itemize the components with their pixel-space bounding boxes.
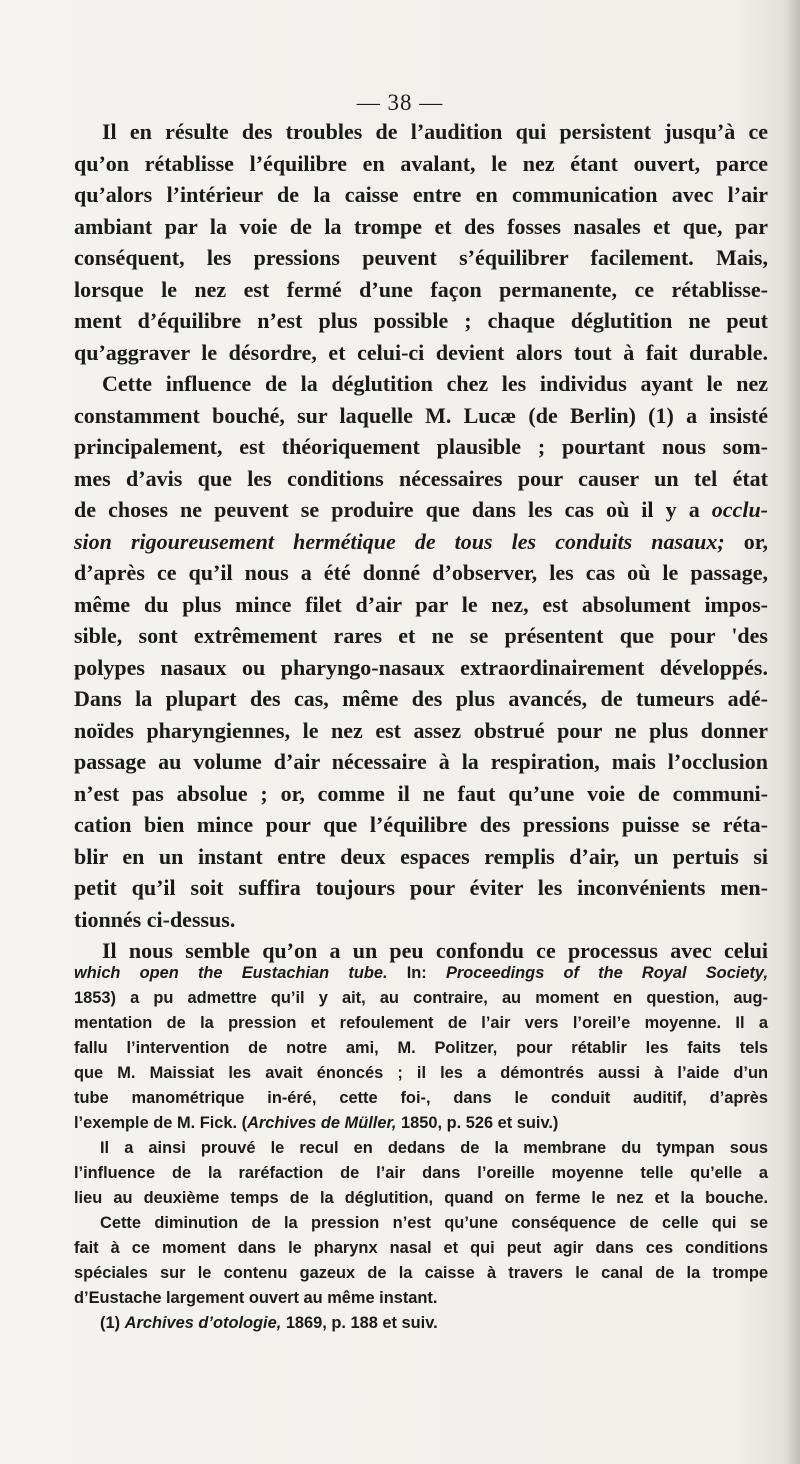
footnotes-block [74,961,768,1336]
body-line: d’après ce qu’il nous a été donné d’observer, les cas où le passage, [74,560,768,585]
body-line-text: or, [743,528,769,554]
body-line-text: de choses ne peuvent se produire que dans les cas où il y a [74,497,700,522]
note-line: Cette diminution de la pression n’est qu’une conséquence de celle qui se [100,1214,768,1232]
note-line: lieu au deuxième temps de la déglutition, quand on ferme le nez et la bouche. [74,1189,768,1207]
note-line [74,1111,768,1136]
note-text: l’exemple de M. Fick. ( [74,1114,248,1132]
body-line: polypes nasaux ou pharyngo-nasaux extraordinairement développés. [74,654,768,680]
note-line: Il a ainsi prouvé le recul en dedans de la membrane du tympan sous [100,1139,768,1157]
body-line: qu’on rétablisse l’équilibre en avalant, le nez étant ouvert, parce [74,150,768,176]
body-line: ambiant par la voie de la trompe et des fosses nasales et que, par [74,213,768,239]
note-line: d’Eustache largement ouvert au même instant. [74,1289,438,1307]
body-line [74,494,768,526]
body-line: Dans la plupart des cas, même des plus avancés, de tumeurs adé- [74,686,768,711]
note-line [74,961,768,986]
body-line [74,526,768,558]
body-line: cation bien mince pour que l’équilibre des pressions puisse se réta- [74,812,768,837]
note-line: spéciales sur le contenu gazeux de la caisse à travers le canal de la trompe [74,1264,768,1282]
body-line: constamment bouché, sur laquelle M. Lucæ (de Berlin) (1) a insisté [74,402,768,428]
body-line: tionnés ci-dessus. [74,906,236,932]
note-line: l’influence de la raréfaction de l’air dans l’oreille moyenne telle qu’elle a [74,1164,768,1182]
note-line: mentation de la pression et refoulement de l’air vers l’oreil’e moyenne. Il a [74,1014,768,1032]
body-line: Il en résulte des troubles de l’audition qui persistent jusqu’à ce [102,119,768,144]
body-line: n’est pas absolue ; or, comme il ne faut qu’une voie de communi- [74,780,768,806]
page-edge-shadow [786,0,800,1464]
note-line: tube manométrique in-éré, cette foi-, dans le conduit auditif, d’après [74,1089,768,1107]
body-line: passage au volume d’air nécessaire à la respiration, mais l’occlusion [74,749,768,774]
note-line: fallu l’intervention de notre ami, M. Politzer, pour rétablir les faits tels [74,1039,768,1057]
note-line: que M. Maissiat les avait énoncés ; il les a démontrés aussi à l’aide d’un [74,1064,768,1082]
body-line: Cette influence de la déglutition chez les individus ayant le nez [102,371,768,396]
note-italic: Proceedings of the Royal Society, [445,964,768,982]
note-text: 1850, p. 526 et suiv.) [396,1114,559,1132]
body-line: qu’aggraver le désordre, et celui-ci devient alors tout à fait durable. [74,339,768,365]
body-line: lorsque le nez est fermé d’une façon permanente, ce rétablisse- [74,276,768,302]
footnote-text: 1869, p. 188 et suiv. [281,1314,438,1332]
body-line: ment d’équilibre n’est plus possible ; chaque déglutition ne peut [74,308,768,333]
body-line: sible, sont extrêmement rares et ne se présentent que pour 'des [74,623,768,648]
note-italic: which open the Eustachian tube. [74,964,388,982]
body-line: blir en un instant entre deux espaces remplis d’air, un pertuis si [74,843,768,869]
body-line: Il nous semble qu’on a un peu confondu ce processus avec celui [102,938,768,963]
body-line: principalement, est théoriquement plausible ; pourtant nous som- [74,434,768,459]
body-line: petit qu’il soit suffira toujours pour éviter les inconvénients men- [74,875,768,900]
body-line: noïdes pharyngiennes, le nez est assez obstrué pour ne plus donner [74,717,768,743]
body-line: conséquent, les pressions peuvent s’équilibrer facilement. Mais, [74,245,768,270]
page-number: — 38 — [356,90,444,115]
note-line: 1853) a pu admettre qu’il y ait, au contraire, au moment en question, aug- [74,989,768,1007]
note-italic: Archives de Müller, [247,1114,397,1132]
note-text: In: [406,964,427,982]
body-line: mes d’avis que les conditions nécessaires pour causer un tel état [74,465,768,491]
body-italic-phrase: occlu- [711,497,768,522]
footnote-mark: (1) [100,1314,121,1332]
footnote-title: Archives d’otologie, [124,1314,282,1332]
body-line: qu’alors l’intérieur de la caisse entre en communication avec l’air [74,182,768,207]
main-body-text [74,116,768,967]
body-line: même du plus mince filet d’air par le nez, est absolument impos- [74,591,768,617]
body-italic-phrase: sion rigoureusement hermétique de tous les conduits nasaux; [74,528,725,554]
note-line: fait à ce moment dans le pharynx nasal et qui peut agir dans ces conditions [74,1239,768,1257]
footnote [74,1311,768,1336]
